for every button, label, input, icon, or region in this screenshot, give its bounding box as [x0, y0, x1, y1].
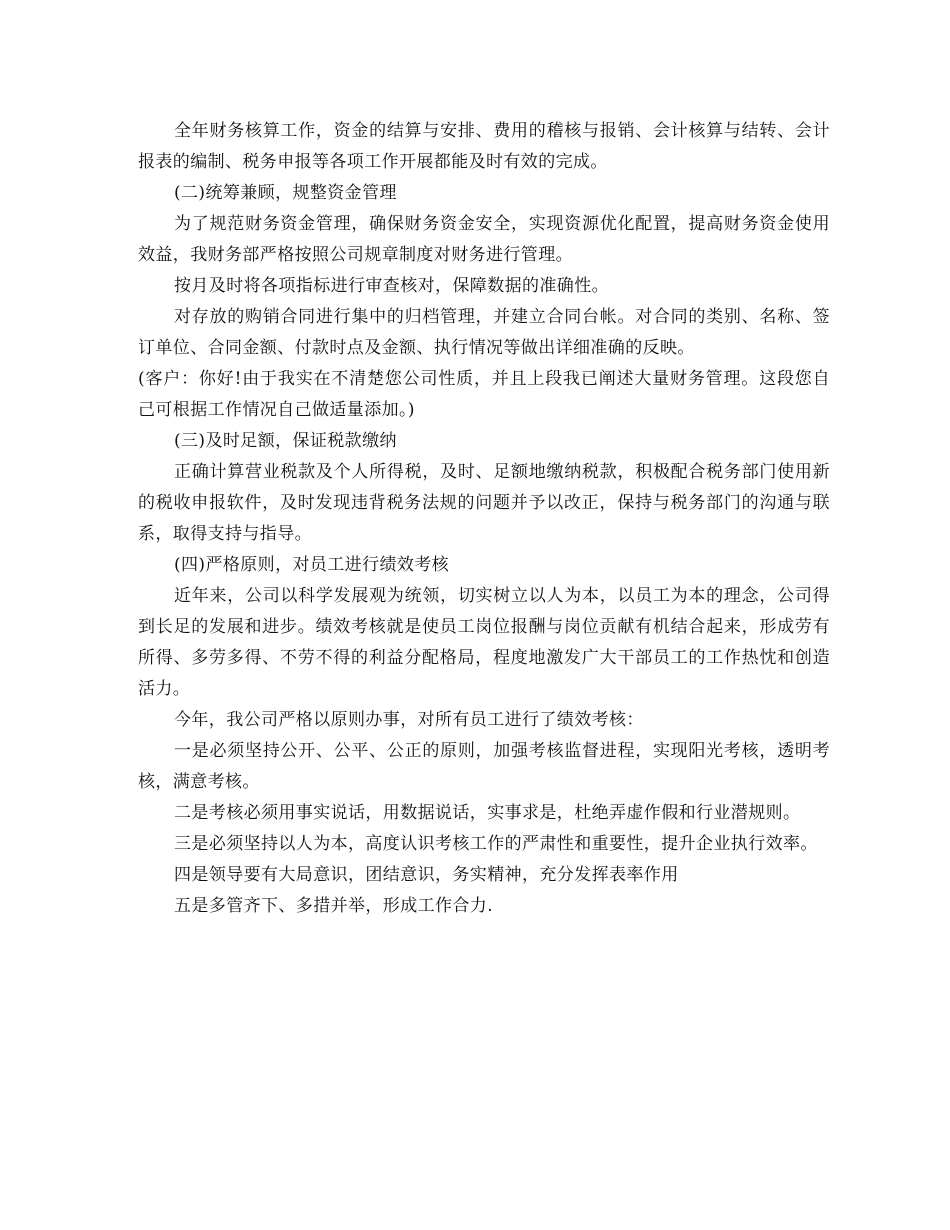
paragraph-point-three: 三是必须坚持以人为本，高度认识考核工作的严肃性和重要性，提升企业执行效率。 [174, 834, 818, 854]
paragraph-monthly-review: 按月及时将各项指标进行审查核对，保障数据的准确性。 [174, 276, 609, 296]
paragraph-this-year: 今年，我公司严格以原则办事，对所有员工进行了绩效考核： [174, 710, 644, 730]
paragraph-tax-calculation: 正确计算营业税款及个人所得税，及时、足额地缴纳税款，积极配合税务部门使用新的税收申报软件，及时发现违背税务法规的问题并予以改正，保持与税务部门的沟通与联系，取得支持与指导。 [138, 462, 830, 544]
heading-fund-management: (二)统筹兼顾，规整资金管理 [174, 183, 397, 203]
paragraph-point-four: 四是领导要有大局意识，团结意识，务实精神，充分发挥表率作用 [174, 865, 679, 885]
paragraph-fund-regulation: 为了规范财务资金管理，确保财务资金安全，实现资源优化配置，提高财务资金使用效益，我财务部严格按照公司规章制度对财务进行管理。 [138, 214, 830, 265]
heading-tax-payment: (三)及时足额，保证税款缴纳 [174, 431, 397, 451]
document-page [138, 116, 830, 922]
heading-performance-review: (四)严格原则，对员工进行绩效考核 [174, 555, 450, 575]
paragraph-finance-accounting: 全年财务核算工作，资金的结算与安排、费用的稽核与报销、会计核算与结转、会计报表的编制、税务申报等各项工作开展都能及时有效的完成。 [138, 121, 830, 172]
paragraph-point-two: 二是考核必须用事实说话，用数据说话，实事求是，杜绝弄虚作假和行业潜规则。 [174, 803, 801, 823]
paragraph-client-note: (客户：你好!由于我实在不清楚您公司性质，并且上段我已阐述大量财务管理。这段您自己可根据工作情况自己做适量添加。) [138, 369, 830, 420]
paragraph-contract-archive: 对存放的购销合同进行集中的归档管理，并建立合同台帐。对合同的类别、名称、签订单位、合同金额、付款时点及金额、执行情况等做出详细准确的反映。 [138, 307, 830, 358]
paragraph-point-one: 一是必须坚持公开、公平、公正的原则，加强考核监督进程，实现阳光考核，透明考核，满意考核。 [138, 741, 830, 792]
paragraph-company-development: 近年来，公司以科学发展观为统领，切实树立以人为本，以员工为本的理念，公司得到长足的发展和进步。绩效考核就是使员工岗位报酬与岗位贡献有机结合起来，形成劳有所得、多劳多得、不劳不得的利益分配格局，程度地激发广大干部员工的工作热忱和创造活力。 [138, 586, 830, 699]
paragraph-point-five: 五是多管齐下、多措并举，形成工作合力. [174, 896, 494, 916]
